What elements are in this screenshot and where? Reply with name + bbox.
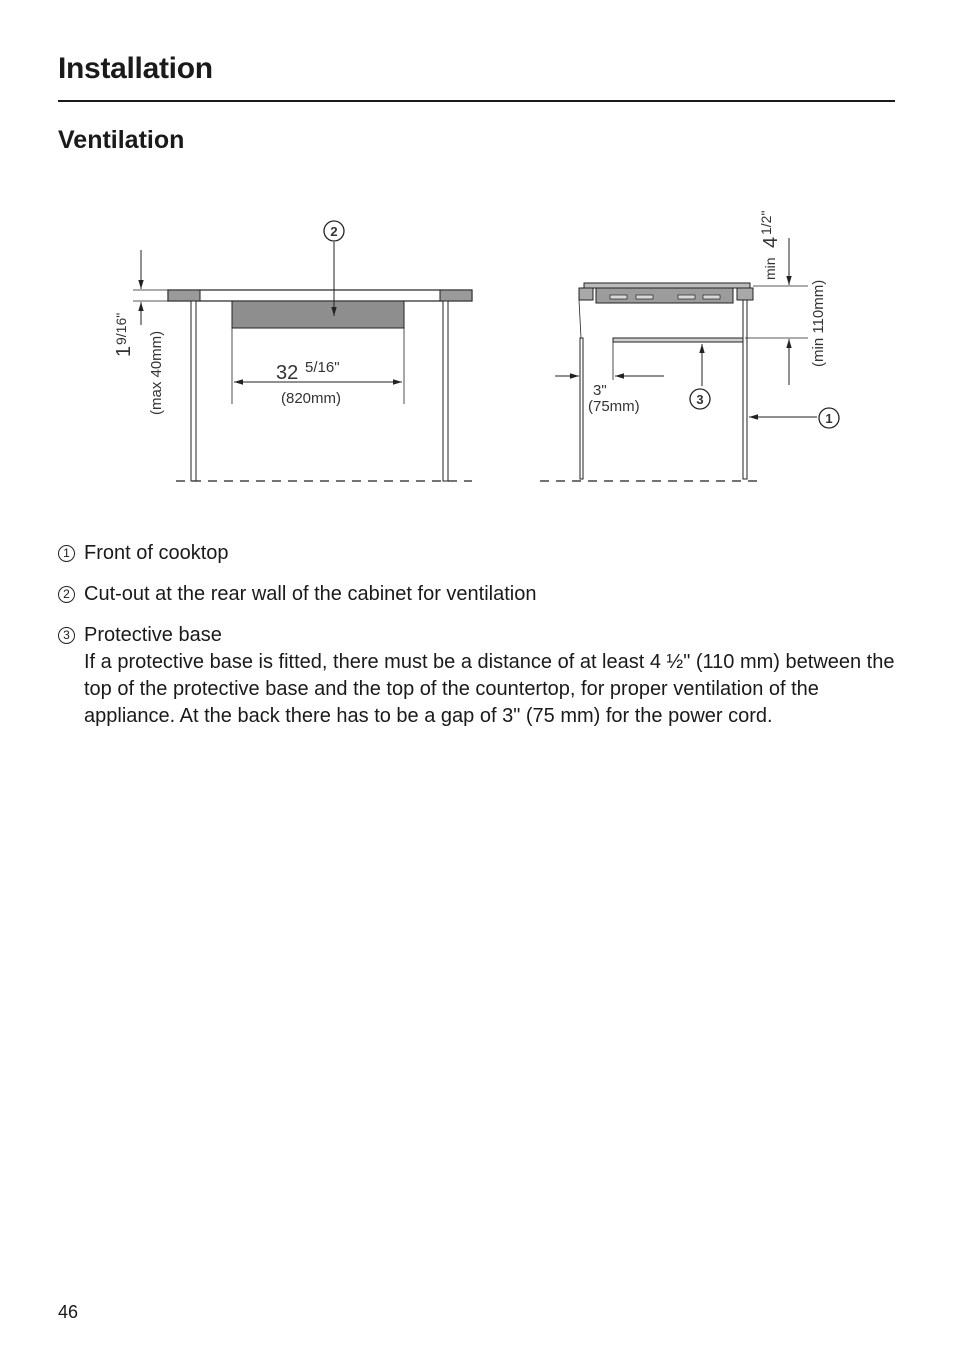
cabinet-wall-left — [191, 301, 196, 481]
legend-number: 1 — [58, 545, 75, 562]
section-title: Ventilation — [58, 126, 185, 154]
legend-label: Front of cooktop — [84, 542, 229, 564]
countertop-end-left — [168, 290, 200, 301]
page-title: Installation — [58, 52, 213, 85]
width-metric: (820mm) — [281, 390, 342, 407]
legend-number: 3 — [58, 627, 75, 644]
callout-3-number: 3 — [696, 392, 704, 407]
legend-item-cutout — [58, 581, 898, 608]
countertop-end-right — [440, 290, 472, 301]
legend-item-base — [58, 622, 898, 730]
rear-view-drawing — [113, 221, 472, 481]
gap-metric: (75mm) — [588, 398, 640, 415]
countertop-block-rear — [579, 288, 593, 300]
countertop-side — [584, 283, 750, 288]
distance-whole: 4 — [760, 236, 782, 248]
thickness-fraction: 9/16" — [113, 312, 129, 345]
protective-base — [613, 338, 743, 342]
callout-1-number: 1 — [825, 411, 833, 426]
ventilation-cutout — [232, 301, 404, 328]
legend — [58, 540, 898, 744]
cabinet-wall-right — [443, 301, 448, 481]
side-view-drawing — [540, 211, 839, 481]
callout-2-number: 2 — [330, 224, 338, 239]
legend-number: 2 — [58, 586, 75, 603]
distance-prefix: min — [762, 257, 778, 280]
legend-label: Cut-out at the rear wall of the cabinet for ventilation — [84, 583, 537, 605]
front-panel-side — [743, 300, 747, 479]
distance-fraction: 1/2" — [758, 210, 774, 235]
rear-wall-side — [580, 338, 583, 479]
countertop-block-front — [737, 288, 753, 300]
thickness-metric: (max 40mm) — [148, 330, 165, 415]
countertop — [168, 290, 472, 301]
width-fraction: 5/16" — [305, 359, 340, 376]
legend-item-front — [58, 540, 898, 567]
legend-description: If a protective base is fitted, there must be a distance of at least 4 ½" (110 mm) between the top of the protective base and the top of the countertop, for proper ventilation of the appliance. At the back there has to be a gap of 3" (75 mm) for the power cord. — [84, 651, 895, 727]
width-whole: 32 — [276, 362, 299, 384]
page-number: 46 — [58, 1302, 79, 1322]
legend-label: Protective base — [84, 624, 222, 646]
gap-imperial: 3" — [593, 382, 607, 399]
ventilation-diagram — [0, 190, 954, 500]
distance-metric: (min 110mm) — [810, 279, 827, 367]
thickness-whole: 1 — [113, 345, 135, 357]
title-divider — [58, 100, 895, 102]
